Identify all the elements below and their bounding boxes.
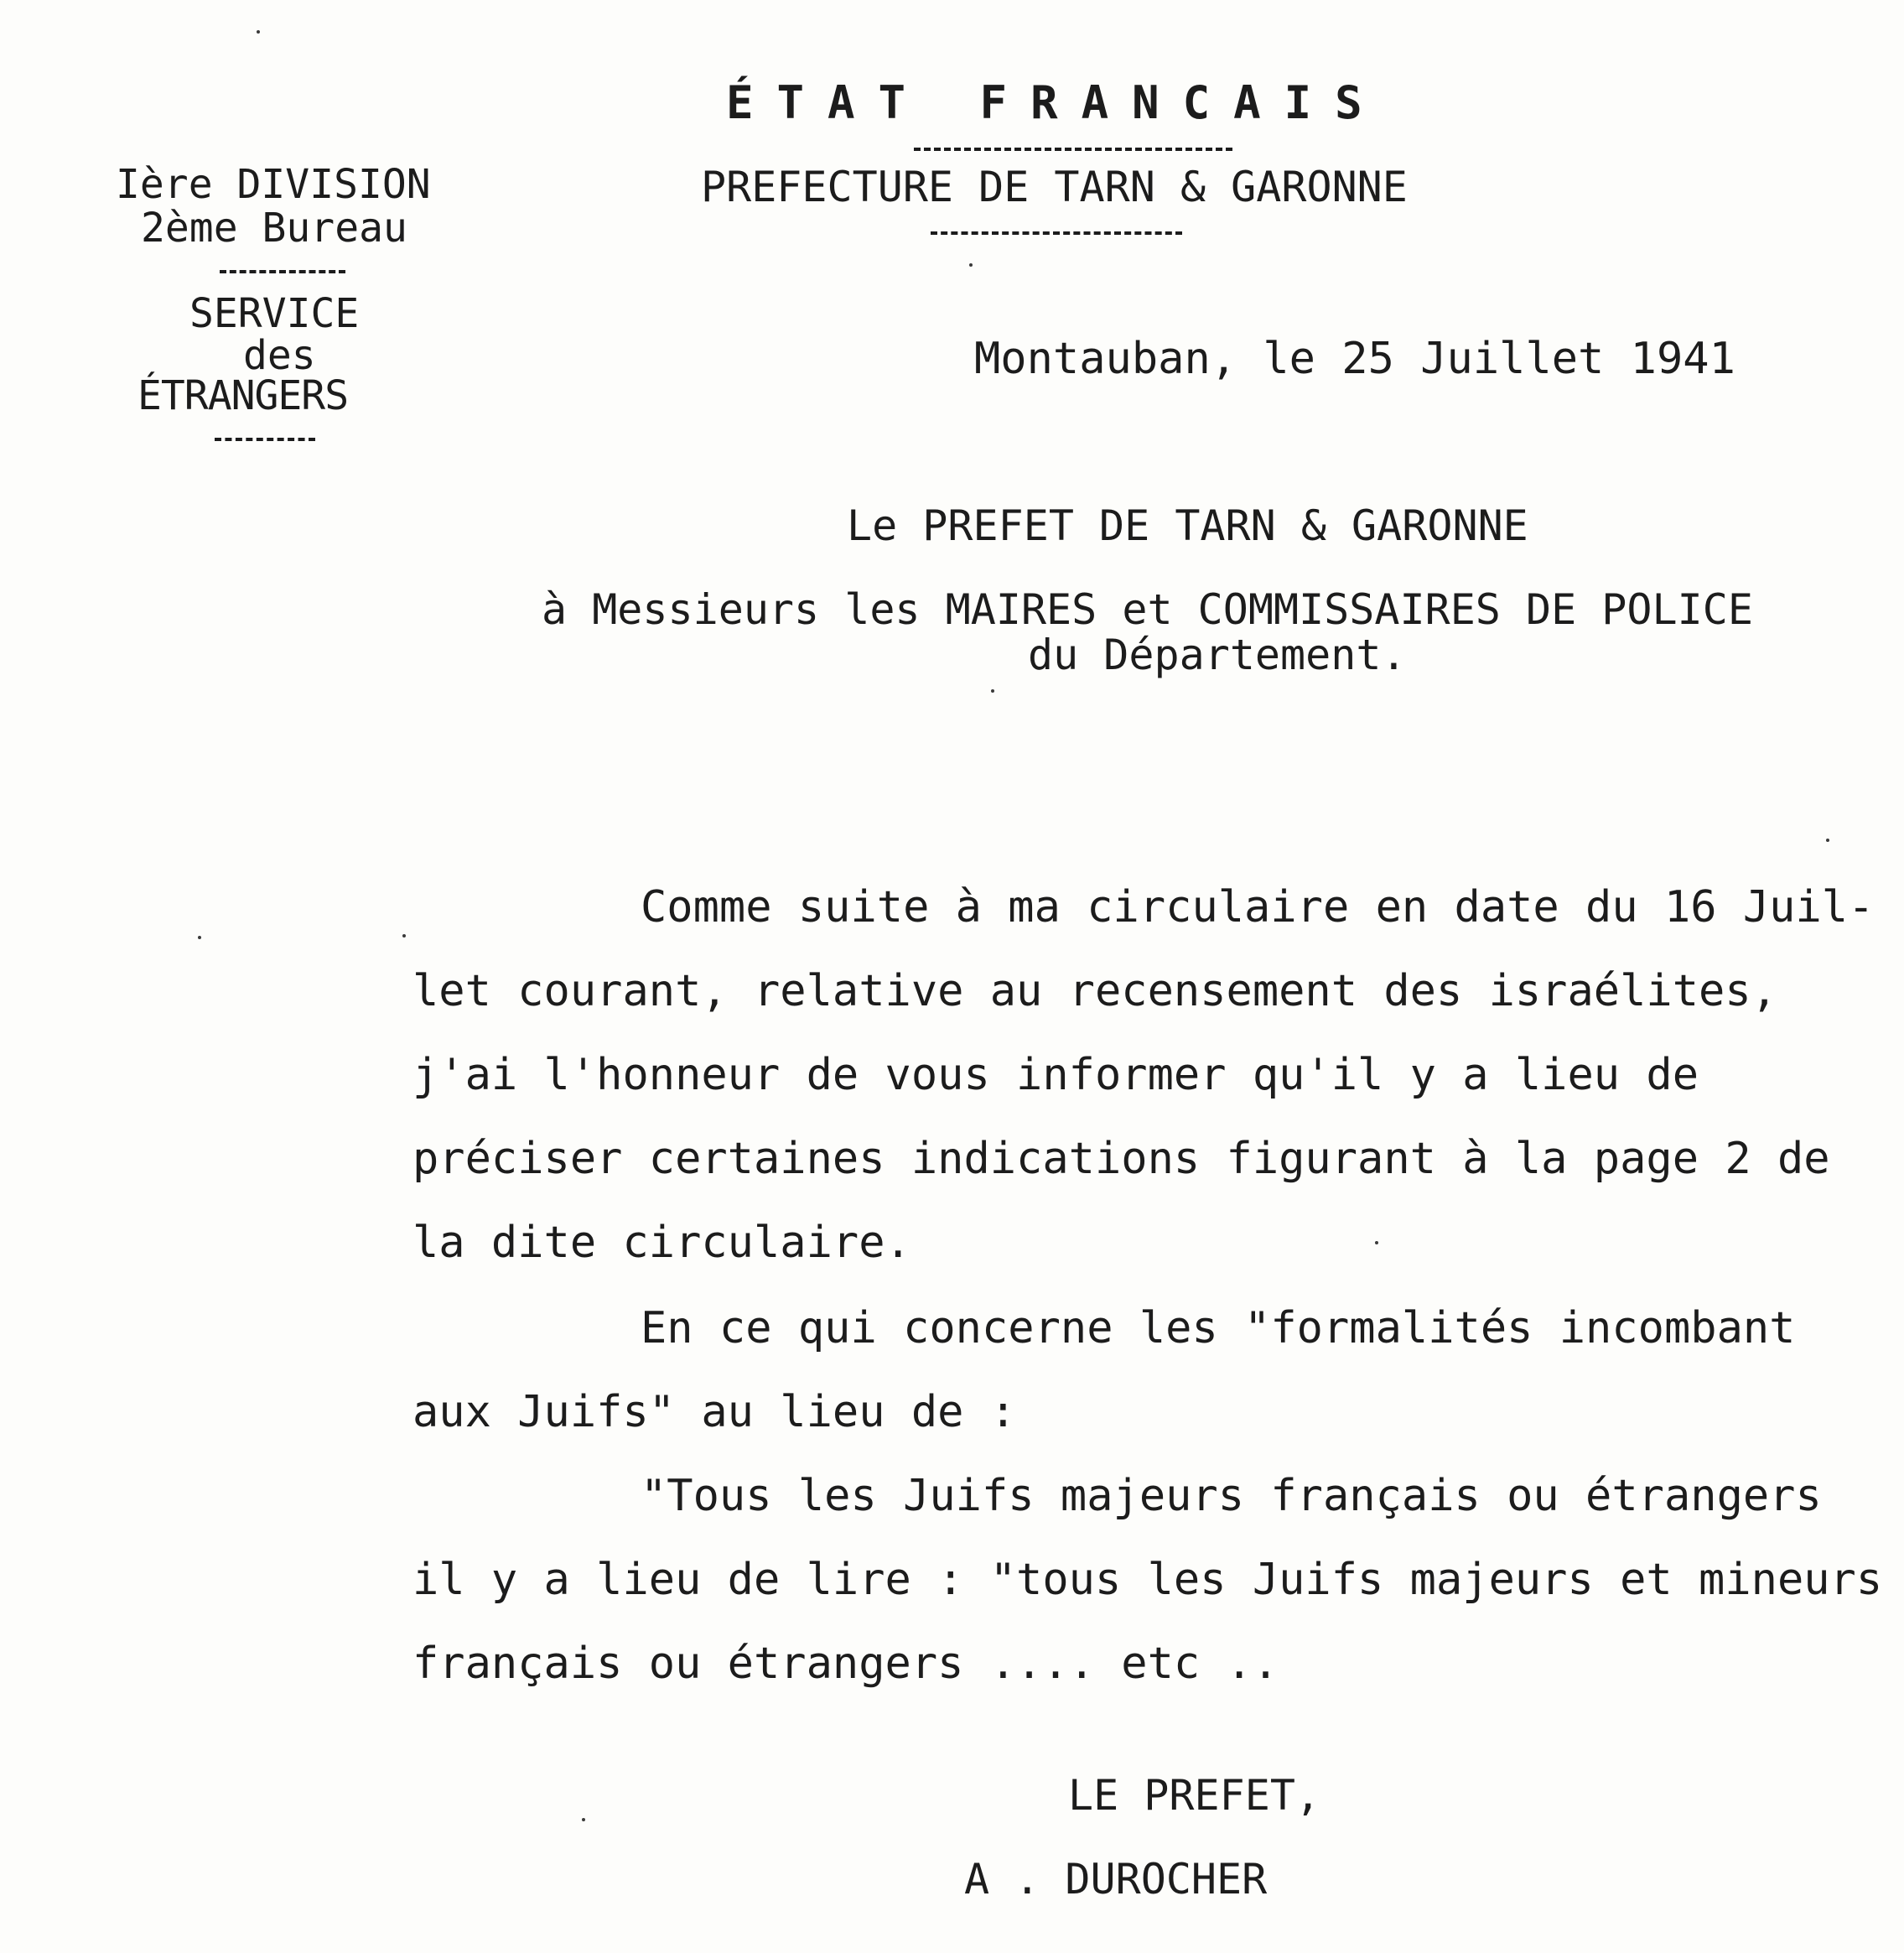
- scan-speck: [582, 1818, 585, 1821]
- address-from: Le PREFET DE TARN & GARONNE: [847, 501, 1528, 550]
- scan-speck: [991, 689, 994, 693]
- sidebar-rule-1: [220, 270, 345, 273]
- header-state: ÉTAT FRANCAIS: [726, 76, 1386, 129]
- header-state-rule: [914, 148, 1232, 151]
- sidebar-rule-2: [215, 438, 315, 441]
- scan-speck: [198, 936, 201, 939]
- body-line-10: français ou étrangers .... etc ..: [412, 1639, 1279, 1689]
- scan-speck: [257, 30, 260, 34]
- scan-speck: [1375, 1241, 1378, 1244]
- address-to-line1: à Messieurs les MAIRES et COMMISSAIRES DE POLICE: [542, 585, 1753, 634]
- body-line-9: il y a lieu de lire : "tous les Juifs majeurs et mineurs: [412, 1555, 1883, 1605]
- sidebar-service: SERVICE: [189, 290, 360, 337]
- header-prefecture-rule: [931, 231, 1182, 235]
- signature-name: A . DUROCHER: [964, 1855, 1268, 1904]
- body-line-1: Comme suite à ma circulaire en date du 16 Juil-: [641, 882, 1875, 932]
- scan-speck: [402, 934, 406, 938]
- sidebar-division: Ière DIVISION: [116, 161, 431, 208]
- body-line-2: let courant, relative au recensement des israélites,: [412, 966, 1777, 1016]
- body-line-3: j'ai l'honneur de vous informer qu'il y a lieu de: [412, 1050, 1699, 1100]
- header-prefecture: PREFECTURE DE TARN & GARONNE: [701, 163, 1408, 211]
- sidebar-etrangers: ÉTRANGERS: [137, 372, 349, 419]
- body-line-8: "Tous les Juifs majeurs français ou étrangers: [641, 1471, 1822, 1521]
- scan-speck: [969, 263, 973, 267]
- sidebar-bureau: 2ème Bureau: [141, 205, 407, 252]
- dateline: Montauban, le 25 Juillet 1941: [974, 334, 1735, 384]
- body-line-5: la dite circulaire.: [412, 1218, 911, 1268]
- body-line-4: préciser certaines indications figurant à la page 2 de: [412, 1134, 1830, 1184]
- sidebar-des: des: [243, 332, 316, 379]
- scan-speck: [1826, 839, 1829, 842]
- body-line-6: En ce qui concerne les "formalités incombant: [641, 1303, 1796, 1353]
- address-to-line2: du Département.: [1028, 631, 1407, 679]
- signature-title: LE PREFET,: [1068, 1771, 1321, 1820]
- body-line-7: aux Juifs" au lieu de :: [412, 1387, 1017, 1437]
